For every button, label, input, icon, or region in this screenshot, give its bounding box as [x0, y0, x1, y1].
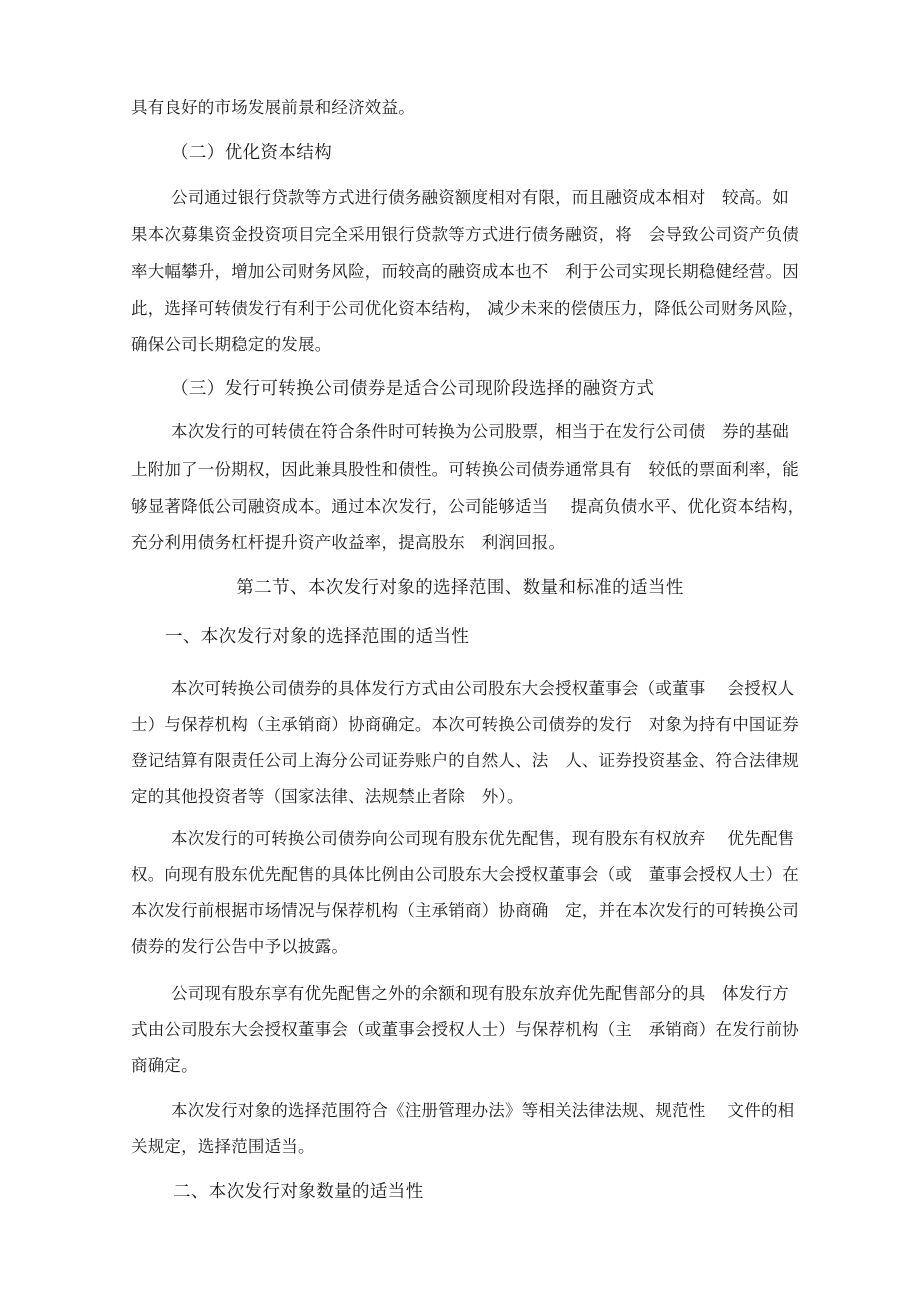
- text-line: 本次发行对象的选择范围符合《注册管理办法》等相关法律法规、规范性 文件的相: [171, 1101, 795, 1120]
- text-line: 够显著降低公司融资成本。通过本次发行，公司能够适当 提高负债水平、优化资本结构，: [131, 497, 805, 516]
- text-line: 本次发行的可转债在符合条件时可转换为公司股票，相当于在发行公司债 券的基础: [171, 422, 789, 441]
- text-line: 本次发行前根据市场情况与保荐机构（主承销商）协商确 定，并在本次发行的可转换公司: [131, 901, 799, 920]
- text-line: 公司通过银行贷款等方式进行债务融资额度相对有限，而且融资成本相对 较高。如: [171, 188, 789, 207]
- text-line: 债券的发行公告中予以披露。: [131, 937, 349, 956]
- text-line: 充分利用债务杠杆提升资产收益率，提高股东 利润回报。: [131, 533, 566, 552]
- text-line: 确保公司长期稳定的发展。: [131, 335, 332, 354]
- subsection-heading: 二、本次发行对象数量的适当性: [173, 1182, 424, 1202]
- text-line: 权。向现有股东优先配售的具体比例由公司股东大会授权董事会（或 董事会授权人士）在: [131, 865, 799, 884]
- text-line: 本次发行的可转换公司债券向公司现有股东优先配售，现有股东有权放弃 优先配售: [171, 829, 795, 848]
- subsection-heading: （二）优化资本结构: [171, 143, 333, 163]
- text-line: 上附加了一份期权，因此兼具股性和债性。可转换公司债券通常具有 较低的票面利率，能: [131, 460, 799, 479]
- text-line: 公司现有股东享有优先配售之外的余额和现有股东放弃优先配售部分的具 体发行方: [171, 984, 789, 1003]
- text-line: 登记结算有限责任公司上海分公司证券账户的自然人、法 人、证券投资基金、符合法律规: [131, 751, 799, 770]
- subsection-heading: （三）发行可转换公司债券是适合公司现阶段选择的融资方式: [171, 379, 655, 399]
- text-line: 定的其他投资者等（国家法律、法规禁止者除 外）。: [131, 787, 524, 806]
- text-line: 式由公司股东大会授权董事会（或董事会授权人士）与保荐机构（主 承销商）在发行前协: [131, 1020, 799, 1039]
- text-line: 士）与保荐机构（主承销商）协商确定。本次可转换公司债券的发行 对象为持有中国证券: [131, 715, 799, 734]
- text-line: 关规定，选择范围适当。: [131, 1137, 315, 1156]
- text-line: 率大幅攀升，增加公司财务风险，而较高的融资成本也不 利于公司实现长期稳健经营。因: [131, 262, 799, 281]
- section-title: 第二节、本次发行对象的选择范围、数量和标准的适当性: [236, 578, 684, 598]
- text-line: 具有良好的市场发展前景和经济效益。: [131, 98, 415, 117]
- text-line: 本次可转换公司债券的具体发行方式由公司股东大会授权董事会（或董事 会授权人: [171, 679, 795, 698]
- text-line: 此，选择可转债发行有利于公司优化资本结构， 减少未来的偿债压力，降低公司财务风险，: [131, 299, 805, 318]
- text-line: 果本次募集资金投资项目完全采用银行贷款等方式进行债务融资，将 会导致公司资产负债: [131, 225, 799, 244]
- text-line: 商确定。: [131, 1056, 198, 1075]
- subsection-heading: 一、本次发行对象的选择范围的适当性: [165, 627, 470, 647]
